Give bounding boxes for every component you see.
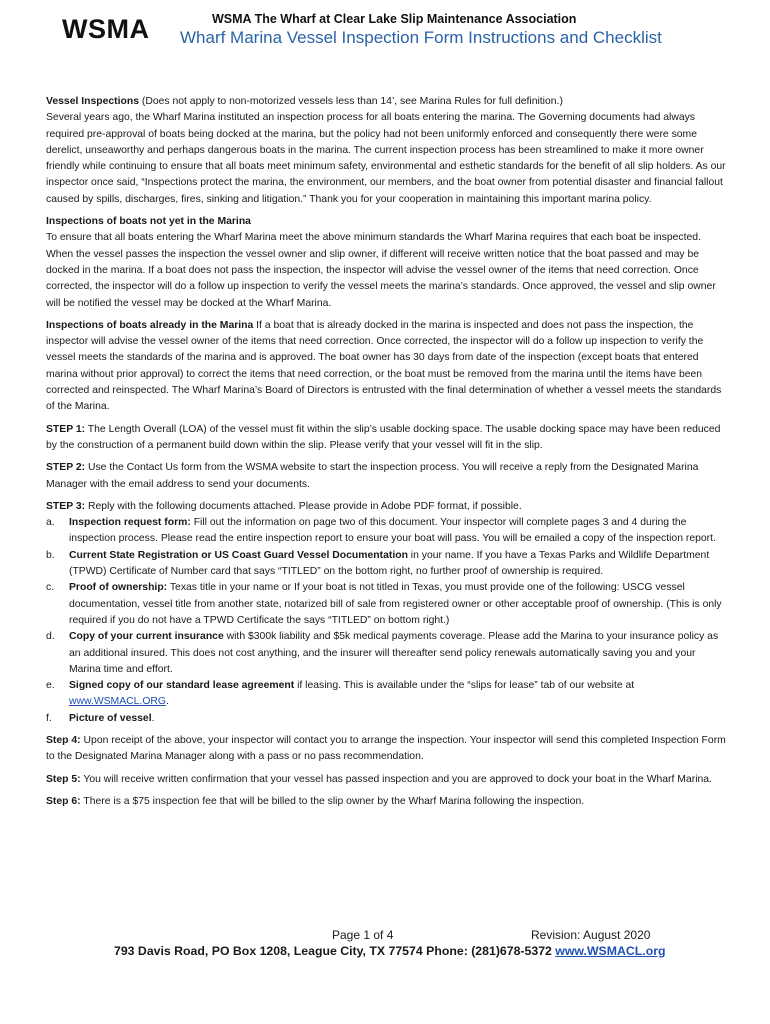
- step-4-label: Step 4:: [46, 734, 81, 746]
- list-item-title: Current State Registration or US Coast Guard Vessel Documentation: [69, 549, 408, 561]
- address-text: 793 Davis Road, PO Box 1208, League City, TX 77574 Phone: (281)678-5372: [114, 944, 556, 958]
- list-item-after: .: [166, 696, 169, 708]
- step-4: [46, 733, 730, 766]
- step-6: [46, 794, 730, 810]
- list-item-title: Copy of your current insurance: [69, 631, 224, 643]
- intro-text: Several years ago, the Wharf Marina instituted an inspection process for all boats entering the marina. The Governing documents had always required pre-approval of boats being docked at the marina, but the policy had not been uniformly enforced and consequently there were some derelict, unseaworthy and perhaps dangerous boats in the marina. The current inspection process has been streamlined to make it more owner friendly while continuing to ensure that all boats meet minimum safety, environmental and esthetic standards for the benefit of all slip holders. As our inspector once said, “Inspections protect the marina, the environment, our members, and the boat owner from potential disaster and financial fallout caused by spills, discharges, fires, sinking and litigation.” Thank you for your cooperation in maintaining this important marina policy.: [46, 112, 726, 205]
- list-item: [46, 629, 730, 678]
- step-1: [46, 422, 730, 455]
- step-1-label: STEP 1:: [46, 423, 86, 435]
- step-4-text: Upon receipt of the above, your inspector will contact you to arrange the inspection. Your inspector will send this completed Inspection Form to the Designated Marina Manager along with a pass or no pass recommendation.: [46, 734, 726, 763]
- step-5-text: You will receive written confirmation that your vessel has passed inspection and you are approved to dock your boat in the Wharf Marina.: [80, 773, 712, 785]
- step-5: [46, 772, 730, 788]
- step-3-label: STEP 3:: [46, 500, 86, 512]
- list-marker: b.: [46, 549, 55, 561]
- website-link[interactable]: www.WSMACL.ORG: [69, 696, 166, 708]
- list-item-title: Inspection request form:: [69, 517, 191, 529]
- intro-heading-note: (Does not apply to non-motorized vessels less than 14’, see Marina Rules for full definition.): [138, 96, 563, 107]
- list-item: [46, 678, 730, 711]
- header-title: WSMA The Wharf at Clear Lake Slip Maintenance Association: [212, 12, 577, 26]
- revision-date: Revision: August 2020: [531, 928, 651, 942]
- intro-heading: Vessel Inspections: [46, 96, 139, 107]
- list-item: [46, 580, 730, 629]
- list-marker: e.: [46, 680, 55, 692]
- step-2-text: Use the Contact Us form from the WSMA website to start the inspection process. You will receive a reply from the Designated Marina Manager with the email address to send your documents.: [46, 462, 699, 490]
- in-marina-section: [46, 318, 730, 416]
- list-item: [46, 711, 730, 727]
- in-marina-text: If a boat that is already docked in the marina is inspected and does not pass the inspection, the inspector will advise the vessel owner of the items that need correction. Once corrected, the inspector will do a follow up inspection to verify the vessel meets the standards of the marina and is approved. The boat owner has 30 days from date of the inspection (except boats that entered marina without prior approval) to correct the items that need correction, or the boat must be removed from the marina until the items have been corrected and reinspected. The Wharf Marina’s Board of Directors is entrusted with the final determination of whether a vessel meets the standards of the Marina.: [46, 319, 722, 413]
- list-item: [46, 515, 730, 548]
- wsma-logo: WSMA: [62, 14, 150, 44]
- document-title: Wharf Marina Vessel Inspection Form Instructions and Checklist: [180, 28, 662, 47]
- intro-paragraph: [46, 94, 730, 208]
- list-marker: d.: [46, 631, 55, 643]
- list-item-text: in your name. If you have a Texas Parks and Wildlife Department (TPWD) Certificate of Number card that says “TITLED” on the bottom right, no further proof of ownership is required.: [69, 549, 710, 578]
- footer-address: [114, 944, 666, 958]
- in-marina-heading: Inspections of boats already in the Marina: [46, 319, 254, 331]
- list-item-text: if leasing. This is available under the “slips for lease” tab of our website at: [294, 680, 635, 692]
- step-3-text: Reply with the following documents attached. Please provide in Adobe PDF format, if possible.: [85, 500, 522, 512]
- not-in-marina-heading: Inspections of boats not yet in the Marina: [46, 216, 251, 228]
- footer-website-link[interactable]: www.WSMACL.org: [555, 944, 666, 958]
- list-item-title: Proof of ownership:: [69, 582, 168, 594]
- step-2-label: STEP 2:: [46, 462, 86, 474]
- step-3-document-list: [46, 515, 730, 727]
- list-item-text: Fill out the information on page two of this document. Your inspector will complete pages 3 and 4 during the inspection process. Please read the entire inspection report to ensure your boat will pass. You will be emailed a copy of the inspection report.: [69, 517, 716, 545]
- document-body: [46, 94, 730, 810]
- step-6-text: There is a $75 inspection fee that will be billed to the slip owner by the Wharf Marina following the inspection.: [80, 795, 585, 807]
- step-3: [46, 499, 730, 515]
- list-item-text: Texas title in your name or If your boat is not titled in Texas, you must provide one of the following: USCG vessel documentation, vessel title from another state, notarized bill of sale from registered owner or other acceptable proof of ownership. (This is only required if you do not have a TPWD Certificate the says “TITLED” on bottom right.): [69, 582, 722, 626]
- list-marker: c.: [46, 582, 55, 594]
- page-number: Page 1 of 4: [332, 928, 394, 942]
- not-in-marina-text: To ensure that all boats entering the Wharf Marina meet the above minimum standards the Wharf Marina requires that each boat be inspected. When the vessel passes the inspection the vessel owner and slip owner, if different will receive written notice that the boat passed and may be docked in the marina. If a boat does not pass the inspection, the inspector will advise the vessel owner of the items that need correction. Once corrected, the inspector will do a follow up inspection to verify the vessel meets the marina’s standards. Once approved, the vessel and slip owner will be notified the vessel may be docked at the Wharf Marina.: [46, 232, 716, 309]
- step-6-label: Step 6:: [46, 795, 81, 807]
- not-in-marina-section: [46, 214, 730, 312]
- list-item-title: Signed copy of our standard lease agreement: [69, 680, 295, 692]
- step-1-text: The Length Overall (LOA) of the vessel must fit within the slip’s usable docking space. The usable docking space may have been reduced by the construction of a permanent build down within the slip. Please verify that your vessel will fit in the slip.: [46, 423, 721, 451]
- list-item-text: .: [151, 712, 155, 724]
- list-item-text: with $300k liability and $5k medical payments coverage. Please add the Marina to your insurance policy as an additional insured. This does not cost anything, and the insurer will thereafter send policy renewals automatically saving you and your Marina time and effort.: [69, 631, 719, 675]
- list-marker: a.: [46, 517, 55, 529]
- list-item-title: Picture of vessel: [69, 712, 152, 724]
- list-marker: f.: [46, 712, 52, 724]
- step-2: [46, 460, 730, 493]
- step-5-label: Step 5:: [46, 773, 81, 785]
- list-item: [46, 548, 730, 581]
